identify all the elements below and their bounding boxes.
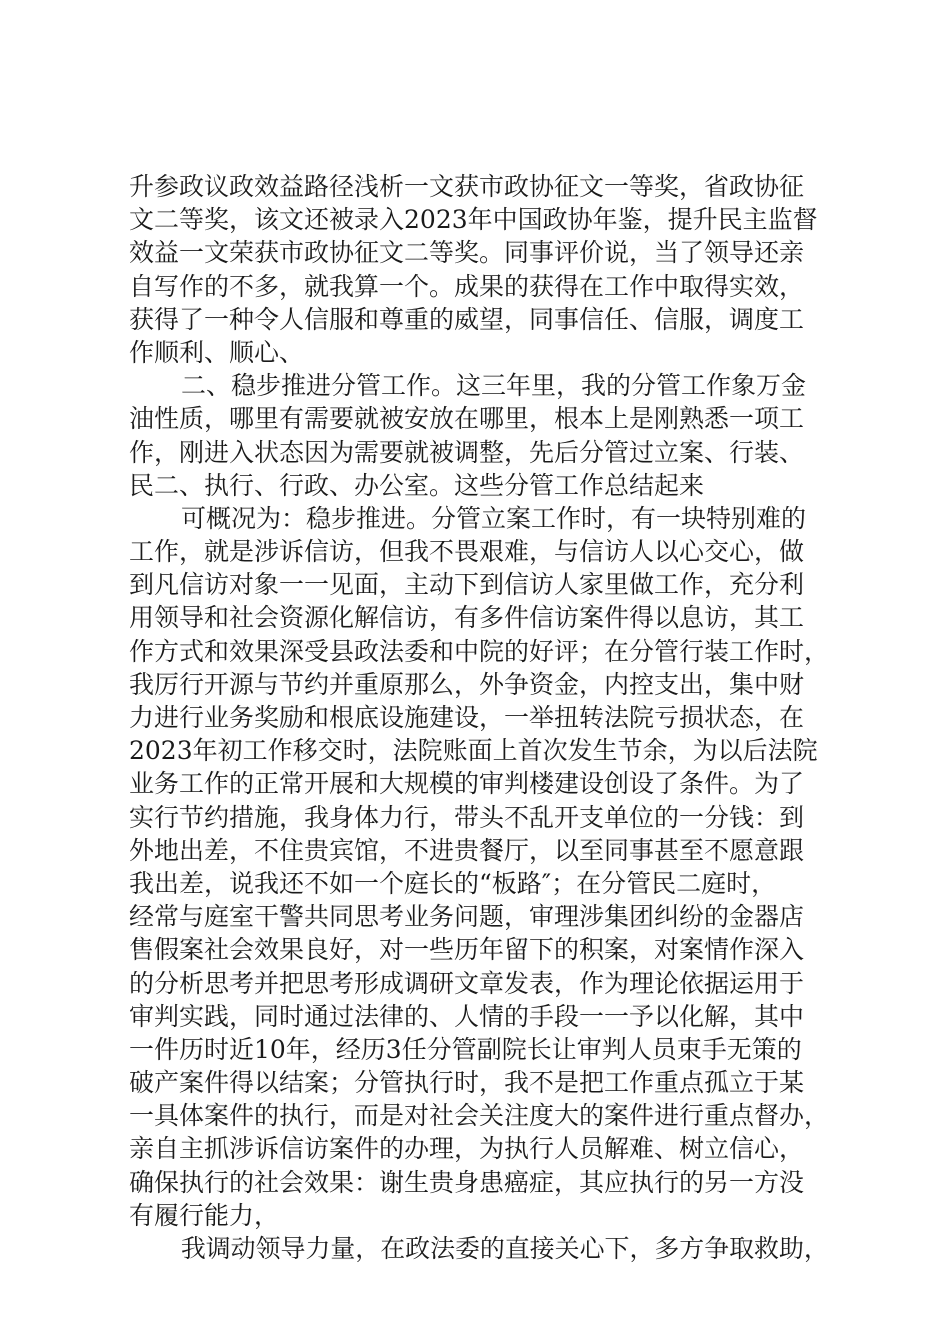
text-line: 一具体案件的执行，而是对社会关注度大的案件进行重点督办， — [129, 1101, 830, 1131]
document-body — [129, 170, 829, 1265]
text-line: 我出差，说我还不如一个庭长的“板路″；在分管民二庭时， — [129, 868, 777, 898]
text-line: 作顺利、顺心、 — [129, 337, 305, 367]
text-line: 获得了一种令人信服和尊重的威望，同事信任、信服，调度工 — [129, 304, 805, 334]
text-line: 可概况为：稳步推进。分管立案工作时，有一块特别难的 — [181, 503, 807, 533]
text-line: 经常与庭室干警共同思考业务问题，审理涉集团纠纷的金器店 — [129, 902, 805, 932]
text-line: 用领导和社会资源化解信访，有多件信访案件得以息访，其工 — [129, 603, 805, 633]
text-line: 作方式和效果深受县政法委和中院的好评；在分管行装工作时， — [129, 636, 830, 666]
text-line: 有履行能力， — [129, 1200, 280, 1230]
text-line: 一件历时近10年，经历3任分管副院长让审判人员束手无策的 — [129, 1034, 802, 1064]
text-line: 作，刚进入状态因为需要就被调整，先后分管过立案、行装、 — [129, 437, 805, 467]
text-line: 亲自主抓涉诉信访案件的办理，为执行人员解难、树立信心， — [129, 1134, 805, 1164]
text-line: 确保执行的社会效果：谢生贵身患癌症，其应执行的另一方没 — [129, 1167, 805, 1197]
text-line: 的分析思考并把思考形成调研文章发表，作为理论依据运用于 — [129, 968, 805, 998]
text-line: 升参政议政效益路径浅析一文获市政协征文一等奖，省政协征 — [129, 172, 805, 201]
text-line: 油性质，哪里有需要就被安放在哪里，根本上是刚熟悉一项工 — [129, 404, 805, 434]
text-line: 二、稳步推进分管工作。这三年里，我的分管工作象万金 — [181, 371, 807, 401]
text-line: 破产案件得以结案；分管执行时，我不是把工作重点孤立于某 — [129, 1068, 805, 1098]
text-line: 实行节约措施，我身体力行，带头不乱开支单位的一分钱：到 — [129, 802, 805, 832]
text-line: 文二等奖，该文还被录入2023年中国政协年鉴，提升民主监督 — [129, 205, 818, 235]
text-line: 我调动领导力量，在政法委的直接关心下，多方争取救助， — [180, 1234, 829, 1263]
text-line: 2023年初工作移交时，法院账面上首次发生节余，为以后法院 — [129, 736, 818, 766]
text-line: 到凡信访对象一一见面，主动下到信访人家里做工作，充分利 — [129, 570, 805, 600]
text-line: 我厉行开源与节约并重原那么，外争资金，内控支出，集中财 — [129, 669, 805, 699]
text-line: 力进行业务奖励和根底设施建设，一举扭转法院亏损状态，在 — [129, 703, 805, 732]
text-line: 工作，就是涉诉信访，但我不畏艰难，与信访人以心交心，做 — [129, 537, 805, 567]
text-line: 售假案社会效果良好，对一些历年留下的积案，对案情作深入 — [129, 935, 805, 965]
text-line: 效益一文荣获市政协征文二等奖。同事评价说，当了领导还亲 — [129, 238, 805, 268]
text-line: 业务工作的正常开展和大规模的审判楼建设创设了条件。为了 — [129, 769, 805, 799]
text-line: 审判实践，同时通过法律的、人情的手段一一予以化解，其中 — [129, 1001, 805, 1031]
text-line: 民二、执行、行政、办公室。这些分管工作总结起来 — [129, 470, 705, 500]
text-line: 外地出差，不住贵宾馆，不进贵餐厅，以至同事甚至不愿意跟 — [129, 835, 805, 865]
text-line: 自写作的不多，就我算一个。成果的获得在工作中取得实效， — [129, 271, 805, 301]
